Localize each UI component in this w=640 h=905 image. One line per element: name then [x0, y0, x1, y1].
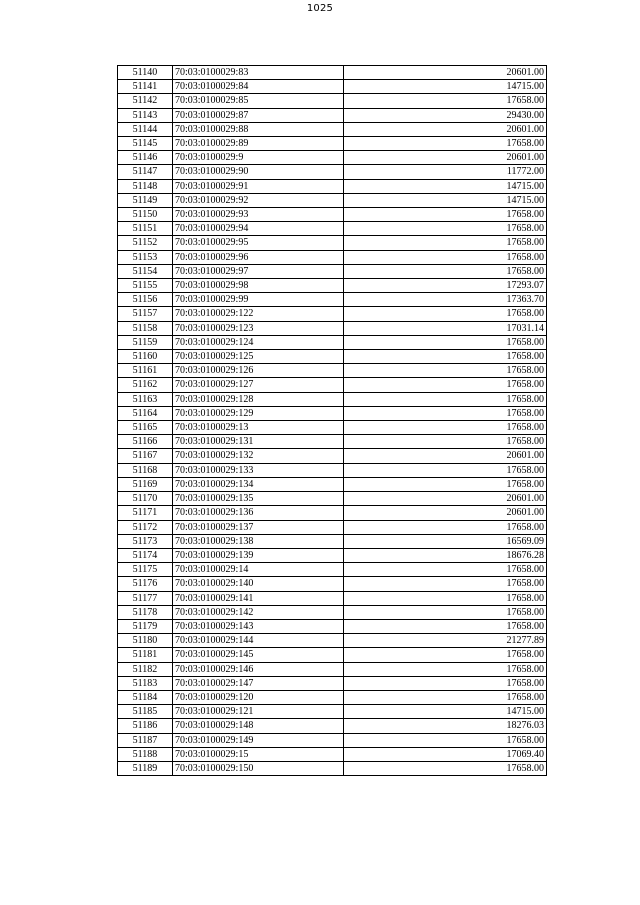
- row-number-cell: 51185: [118, 705, 173, 719]
- value-cell: 20601.00: [344, 122, 547, 136]
- row-number-cell: 51172: [118, 520, 173, 534]
- value-cell: 17658.00: [344, 406, 547, 420]
- row-number-cell: 51168: [118, 463, 173, 477]
- value-cell: 17658.00: [344, 236, 547, 250]
- table-row: [118, 108, 547, 122]
- table-row: [118, 534, 547, 548]
- table-row: [118, 378, 547, 392]
- value-cell: 18676.28: [344, 548, 547, 562]
- value-cell: 14715.00: [344, 193, 547, 207]
- value-cell: 17658.00: [344, 307, 547, 321]
- row-number-cell: 51143: [118, 108, 173, 122]
- row-number-cell: 51155: [118, 279, 173, 293]
- row-number-cell: 51145: [118, 137, 173, 151]
- value-cell: 16569.09: [344, 534, 547, 548]
- table-row: [118, 548, 547, 562]
- cadastral-number-cell: 70:03:0100029:97: [173, 264, 344, 278]
- row-number-cell: 51180: [118, 634, 173, 648]
- table-row: [118, 222, 547, 236]
- cadastral-number-cell: 70:03:0100029:145: [173, 648, 344, 662]
- row-number-cell: 51181: [118, 648, 173, 662]
- table-row: [118, 122, 547, 136]
- cadastral-number-cell: 70:03:0100029:132: [173, 449, 344, 463]
- value-cell: 17658.00: [344, 137, 547, 151]
- cadastral-number-cell: 70:03:0100029:143: [173, 619, 344, 633]
- value-cell: 17031.14: [344, 321, 547, 335]
- value-cell: 17658.00: [344, 563, 547, 577]
- table-row: [118, 321, 547, 335]
- value-cell: 17658.00: [344, 250, 547, 264]
- cadastral-number-cell: 70:03:0100029:9: [173, 151, 344, 165]
- table-row: [118, 520, 547, 534]
- table-row: [118, 66, 547, 80]
- table-row: [118, 392, 547, 406]
- table-row: [118, 733, 547, 747]
- value-cell: 17293.07: [344, 279, 547, 293]
- table-row: [118, 165, 547, 179]
- cadastral-number-cell: 70:03:0100029:147: [173, 676, 344, 690]
- table-row: [118, 80, 547, 94]
- value-cell: 17658.00: [344, 435, 547, 449]
- value-cell: 17658.00: [344, 94, 547, 108]
- cadastral-number-cell: 70:03:0100029:129: [173, 406, 344, 420]
- cadastral-number-cell: 70:03:0100029:85: [173, 94, 344, 108]
- table-row: [118, 94, 547, 108]
- table-row: [118, 208, 547, 222]
- cadastral-number-cell: 70:03:0100029:127: [173, 378, 344, 392]
- value-cell: 17658.00: [344, 335, 547, 349]
- row-number-cell: 51164: [118, 406, 173, 420]
- row-number-cell: 51175: [118, 563, 173, 577]
- cadastral-number-cell: 70:03:0100029:98: [173, 279, 344, 293]
- table-row: [118, 506, 547, 520]
- row-number-cell: 51173: [118, 534, 173, 548]
- row-number-cell: 51142: [118, 94, 173, 108]
- cadastral-number-cell: 70:03:0100029:141: [173, 591, 344, 605]
- table-row: [118, 193, 547, 207]
- row-number-cell: 51169: [118, 477, 173, 491]
- cadastral-number-cell: 70:03:0100029:128: [173, 392, 344, 406]
- cadastral-number-cell: 70:03:0100029:13: [173, 421, 344, 435]
- row-number-cell: 51144: [118, 122, 173, 136]
- value-cell: 17658.00: [344, 477, 547, 491]
- value-cell: 29430.00: [344, 108, 547, 122]
- row-number-cell: 51146: [118, 151, 173, 165]
- value-cell: 18276.03: [344, 719, 547, 733]
- cadastral-number-cell: 70:03:0100029:120: [173, 690, 344, 704]
- table-row: [118, 619, 547, 633]
- cadastral-number-cell: 70:03:0100029:83: [173, 66, 344, 80]
- row-number-cell: 51167: [118, 449, 173, 463]
- row-number-cell: 51140: [118, 66, 173, 80]
- value-cell: 20601.00: [344, 151, 547, 165]
- row-number-cell: 51184: [118, 690, 173, 704]
- table-row: [118, 364, 547, 378]
- row-number-cell: 51147: [118, 165, 173, 179]
- cadastral-number-cell: 70:03:0100029:96: [173, 250, 344, 264]
- cadastral-number-cell: 70:03:0100029:144: [173, 634, 344, 648]
- cadastral-number-cell: 70:03:0100029:91: [173, 179, 344, 193]
- table-row: [118, 605, 547, 619]
- table-row: [118, 307, 547, 321]
- cadastral-number-cell: 70:03:0100029:15: [173, 747, 344, 761]
- value-cell: 17658.00: [344, 350, 547, 364]
- row-number-cell: 51171: [118, 506, 173, 520]
- table-row: [118, 577, 547, 591]
- cadastral-number-cell: 70:03:0100029:142: [173, 605, 344, 619]
- cadastral-number-cell: 70:03:0100029:87: [173, 108, 344, 122]
- table-row: [118, 293, 547, 307]
- value-cell: 17658.00: [344, 619, 547, 633]
- table-row: [118, 676, 547, 690]
- row-number-cell: 51157: [118, 307, 173, 321]
- value-cell: 17658.00: [344, 378, 547, 392]
- row-number-cell: 51148: [118, 179, 173, 193]
- cadastral-number-cell: 70:03:0100029:136: [173, 506, 344, 520]
- table-row: [118, 648, 547, 662]
- table-row: [118, 435, 547, 449]
- cadastral-number-cell: 70:03:0100029:124: [173, 335, 344, 349]
- value-cell: 17658.00: [344, 733, 547, 747]
- value-cell: 17658.00: [344, 761, 547, 775]
- row-number-cell: 51151: [118, 222, 173, 236]
- table-row: [118, 151, 547, 165]
- table-row: [118, 335, 547, 349]
- cadastral-number-cell: 70:03:0100029:148: [173, 719, 344, 733]
- value-cell: 21277.89: [344, 634, 547, 648]
- value-cell: 17658.00: [344, 222, 547, 236]
- cadastral-number-cell: 70:03:0100029:93: [173, 208, 344, 222]
- table-row: [118, 137, 547, 151]
- cadastral-number-cell: 70:03:0100029:99: [173, 293, 344, 307]
- row-number-cell: 51186: [118, 719, 173, 733]
- value-cell: 17658.00: [344, 591, 547, 605]
- table-row: [118, 264, 547, 278]
- cadastral-number-cell: 70:03:0100029:138: [173, 534, 344, 548]
- table-row: [118, 477, 547, 491]
- table-body: [118, 66, 547, 776]
- value-cell: 20601.00: [344, 506, 547, 520]
- row-number-cell: 51158: [118, 321, 173, 335]
- value-cell: 17658.00: [344, 208, 547, 222]
- table-row: [118, 591, 547, 605]
- value-cell: 17658.00: [344, 690, 547, 704]
- cadastral-number-cell: 70:03:0100029:14: [173, 563, 344, 577]
- row-number-cell: 51149: [118, 193, 173, 207]
- row-number-cell: 51174: [118, 548, 173, 562]
- table-row: [118, 705, 547, 719]
- cadastral-number-cell: 70:03:0100029:88: [173, 122, 344, 136]
- table-row: [118, 279, 547, 293]
- row-number-cell: 51176: [118, 577, 173, 591]
- row-number-cell: 51188: [118, 747, 173, 761]
- data-table: [117, 65, 547, 776]
- table-row: [118, 761, 547, 775]
- cadastral-number-cell: 70:03:0100029:122: [173, 307, 344, 321]
- cadastral-number-cell: 70:03:0100029:131: [173, 435, 344, 449]
- cadastral-number-cell: 70:03:0100029:94: [173, 222, 344, 236]
- row-number-cell: 51166: [118, 435, 173, 449]
- cadastral-number-cell: 70:03:0100029:121: [173, 705, 344, 719]
- value-cell: 17658.00: [344, 605, 547, 619]
- cadastral-number-cell: 70:03:0100029:123: [173, 321, 344, 335]
- row-number-cell: 51182: [118, 662, 173, 676]
- row-number-cell: 51159: [118, 335, 173, 349]
- value-cell: 17658.00: [344, 463, 547, 477]
- cadastral-number-cell: 70:03:0100029:92: [173, 193, 344, 207]
- row-number-cell: 51163: [118, 392, 173, 406]
- table-row: [118, 492, 547, 506]
- table-row: [118, 350, 547, 364]
- value-cell: 14715.00: [344, 179, 547, 193]
- value-cell: 17658.00: [344, 648, 547, 662]
- cadastral-number-cell: 70:03:0100029:140: [173, 577, 344, 591]
- value-cell: 17658.00: [344, 662, 547, 676]
- table-row: [118, 236, 547, 250]
- table-row: [118, 662, 547, 676]
- value-cell: 17658.00: [344, 264, 547, 278]
- table-row: [118, 719, 547, 733]
- value-cell: 17069.40: [344, 747, 547, 761]
- cadastral-number-cell: 70:03:0100029:133: [173, 463, 344, 477]
- row-number-cell: 51156: [118, 293, 173, 307]
- page-number: 1025: [306, 3, 334, 14]
- cadastral-number-cell: 70:03:0100029:149: [173, 733, 344, 747]
- row-number-cell: 51165: [118, 421, 173, 435]
- row-number-cell: 51161: [118, 364, 173, 378]
- table-row: [118, 421, 547, 435]
- value-cell: 20601.00: [344, 492, 547, 506]
- row-number-cell: 51187: [118, 733, 173, 747]
- cadastral-number-cell: 70:03:0100029:84: [173, 80, 344, 94]
- value-cell: 14715.00: [344, 705, 547, 719]
- value-cell: 17658.00: [344, 577, 547, 591]
- table-row: [118, 747, 547, 761]
- row-number-cell: 51162: [118, 378, 173, 392]
- cadastral-number-cell: 70:03:0100029:134: [173, 477, 344, 491]
- value-cell: 11772.00: [344, 165, 547, 179]
- value-cell: 17363.70: [344, 293, 547, 307]
- value-cell: 17658.00: [344, 392, 547, 406]
- cadastral-number-cell: 70:03:0100029:137: [173, 520, 344, 534]
- cadastral-number-cell: 70:03:0100029:125: [173, 350, 344, 364]
- row-number-cell: 51153: [118, 250, 173, 264]
- row-number-cell: 51150: [118, 208, 173, 222]
- row-number-cell: 51154: [118, 264, 173, 278]
- cadastral-number-cell: 70:03:0100029:95: [173, 236, 344, 250]
- value-cell: 20601.00: [344, 449, 547, 463]
- value-cell: 17658.00: [344, 520, 547, 534]
- value-cell: 17658.00: [344, 421, 547, 435]
- row-number-cell: 51170: [118, 492, 173, 506]
- table-row: [118, 449, 547, 463]
- value-cell: 20601.00: [344, 66, 547, 80]
- row-number-cell: 51179: [118, 619, 173, 633]
- cadastral-number-cell: 70:03:0100029:90: [173, 165, 344, 179]
- value-cell: 17658.00: [344, 676, 547, 690]
- table-row: [118, 179, 547, 193]
- row-number-cell: 51178: [118, 605, 173, 619]
- row-number-cell: 51177: [118, 591, 173, 605]
- table-row: [118, 463, 547, 477]
- table-row: [118, 563, 547, 577]
- table-row: [118, 690, 547, 704]
- table-row: [118, 634, 547, 648]
- table-row: [118, 250, 547, 264]
- cadastral-number-cell: 70:03:0100029:89: [173, 137, 344, 151]
- row-number-cell: 51141: [118, 80, 173, 94]
- value-cell: 14715.00: [344, 80, 547, 94]
- cadastral-number-cell: 70:03:0100029:146: [173, 662, 344, 676]
- cadastral-number-cell: 70:03:0100029:135: [173, 492, 344, 506]
- cadastral-number-cell: 70:03:0100029:139: [173, 548, 344, 562]
- table-row: [118, 406, 547, 420]
- value-cell: 17658.00: [344, 364, 547, 378]
- row-number-cell: 51189: [118, 761, 173, 775]
- cadastral-number-cell: 70:03:0100029:126: [173, 364, 344, 378]
- row-number-cell: 51152: [118, 236, 173, 250]
- row-number-cell: 51160: [118, 350, 173, 364]
- cadastral-number-cell: 70:03:0100029:150: [173, 761, 344, 775]
- row-number-cell: 51183: [118, 676, 173, 690]
